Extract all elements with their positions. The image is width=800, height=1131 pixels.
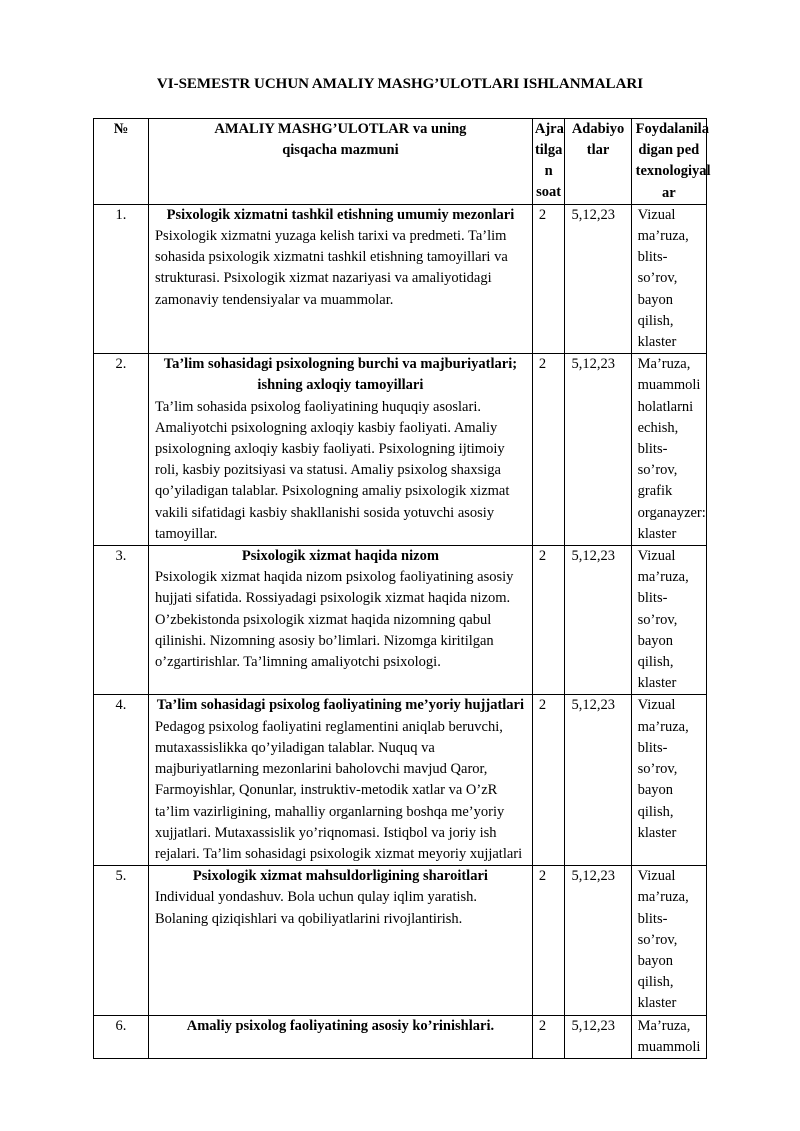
topic-description: Ta’lim sohasida psixolog faoliyatining huquqiy asoslari. Amaliyotchi psixologning axloqiy kasbiy faoliyati. Amaliy psixologning axloqiy kasbiy faoliyati. Psixologning ijtimoiy roli, kasbiy pozitsiyasi va statusi. Amaliy psixolog shaxsiga qo’yiladigan talablar. Psixologning amaliy psixologik xizmat vakili sifatidagi kasbiy shakllanishi sosida yotuvchi asosiy tamoyillar.	[154, 398, 510, 542]
row-hours: 2	[532, 546, 565, 695]
row-number: 3.	[94, 546, 149, 695]
row-topic	[148, 354, 532, 546]
row-topic	[148, 204, 532, 353]
topic-title: Psixologik xizmatni tashkil etishning umumiy mezonlari	[166, 206, 515, 223]
row-literature: 5,12,23	[565, 354, 631, 546]
row-hours: 2	[532, 1015, 565, 1058]
table-row	[94, 546, 707, 695]
row-literature: 5,12,23	[565, 204, 631, 353]
row-topic	[148, 546, 532, 695]
row-topic	[148, 695, 532, 866]
topic-description: Pedagog psixolog faoliyatini reglamentini aniqlab beruvchi, mutaxassislikka qo’yiladigan talablar. Nuquq va majburiyatlarning mezonlarini baholovchi mavjud Qaror, Farmoyishlar, Qonunlar, instruktiv-metodik xatlar va O’zR ta’lim vazirligining, mahalliy organlarning boshqa me’yoriy xujjatlari. Mutaxassislik yo’riqnomasi. Istiqbol va joriy ish rejalari. Ta’lim sohasidagi psixologik xizmat meyoriy xujjatlari	[154, 718, 523, 862]
row-number: 5.	[94, 866, 149, 1015]
header-hours: Ajra tilga n soat	[532, 119, 565, 205]
topic-title: Psixologik xizmat haqida nizom	[241, 548, 439, 565]
row-technologies: Vizual ma’ruza, blits-so’rov, bayon qilish, klaster	[631, 695, 706, 866]
row-technologies: Vizual ma’ruza, blits-so’rov, bayon qilish, klaster	[631, 546, 706, 695]
table-header-row	[94, 119, 707, 205]
table-row	[94, 204, 707, 353]
row-number: 4.	[94, 695, 149, 866]
document-title: VI-SEMESTR UCHUN AMALIY MASHG’ULOTLARI ISHLANMALARI	[156, 76, 644, 92]
header-topic	[148, 119, 532, 205]
row-literature: 5,12,23	[565, 866, 631, 1015]
row-hours: 2	[532, 866, 565, 1015]
row-technologies: Vizual ma’ruza, blits-so’rov, bayon qilish, klaster	[631, 866, 706, 1015]
header-technologies: Foydalanila digan ped texnologiyal ar	[631, 119, 706, 205]
topic-title: Psixologik xizmat mahsuldorligining sharoitlari	[192, 868, 488, 885]
topic-title: Amaliy psixolog faoliyatining asosiy ko’rinishlari.	[186, 1017, 495, 1034]
practical-lessons-table	[93, 118, 711, 1059]
row-literature: 5,12,23	[565, 695, 631, 866]
row-number: 2.	[94, 354, 149, 546]
table-row	[94, 354, 707, 546]
row-technologies: Ma’ruza, muammoli	[631, 1015, 706, 1058]
header-number: №	[94, 119, 149, 205]
row-literature: 5,12,23	[565, 1015, 631, 1058]
row-technologies: Ma’ruza, muammoli holatlarni echish, blits-so’rov, grafik organayzer: klaster	[631, 354, 706, 546]
header-topic-label: AMALIY MASHG’ULOTLAR va uning qisqacha mazmuni	[214, 121, 467, 159]
row-number: 1.	[94, 204, 149, 353]
row-topic	[148, 1015, 532, 1058]
row-hours: 2	[532, 204, 565, 353]
topic-description: Psixologik xizmatni yuzaga kelish tarixi va predmeti. Ta’lim sohasida psixologik xizmatni tashkil etishning tamoyillari va strukturasi. Psixologik xizmat nazariyasi va amaliyotidagi zamonaviy tendensiyalar va muammolar.	[154, 228, 508, 308]
row-hours: 2	[532, 695, 565, 866]
topic-title: Ta’lim sohasidagi psixolog faoliyatining me’yoriy hujjatlari	[156, 697, 525, 714]
table-row	[94, 695, 707, 866]
topic-description: Psixologik xizmat haqida nizom psixolog faoliyatining asosiy hujjati sifatida. Rossiyadagi psixologik xizmat haqida nizom. O’zbekistonda psixologik xizmat haqida nizomning qabul qilinishi. Nizomning asosiy bo’limlari. Nizomga kiritilgan o’zgartirishlar. Ta’limning amaliyotchi psixologi.	[154, 569, 514, 671]
row-technologies: Vizual ma’ruza, blits-so’rov, bayon qilish, klaster	[631, 204, 706, 353]
table-row	[94, 866, 707, 1015]
header-literature: Adabiyo tlar	[565, 119, 631, 205]
row-literature: 5,12,23	[565, 546, 631, 695]
row-topic	[148, 866, 532, 1015]
table-row	[94, 1015, 707, 1058]
row-number: 6.	[94, 1015, 149, 1058]
row-hours: 2	[532, 354, 565, 546]
topic-title: Ta’lim sohasidagi psixologning burchi va majburiyatlari; ishning axloqiy tamoyillari	[163, 356, 518, 394]
topic-description: Individual yondashuv. Bola uchun qulay iqlim yaratish. Bolaning qiziqishlari va qobiliyatlarini rivojlantirish.	[154, 889, 478, 927]
